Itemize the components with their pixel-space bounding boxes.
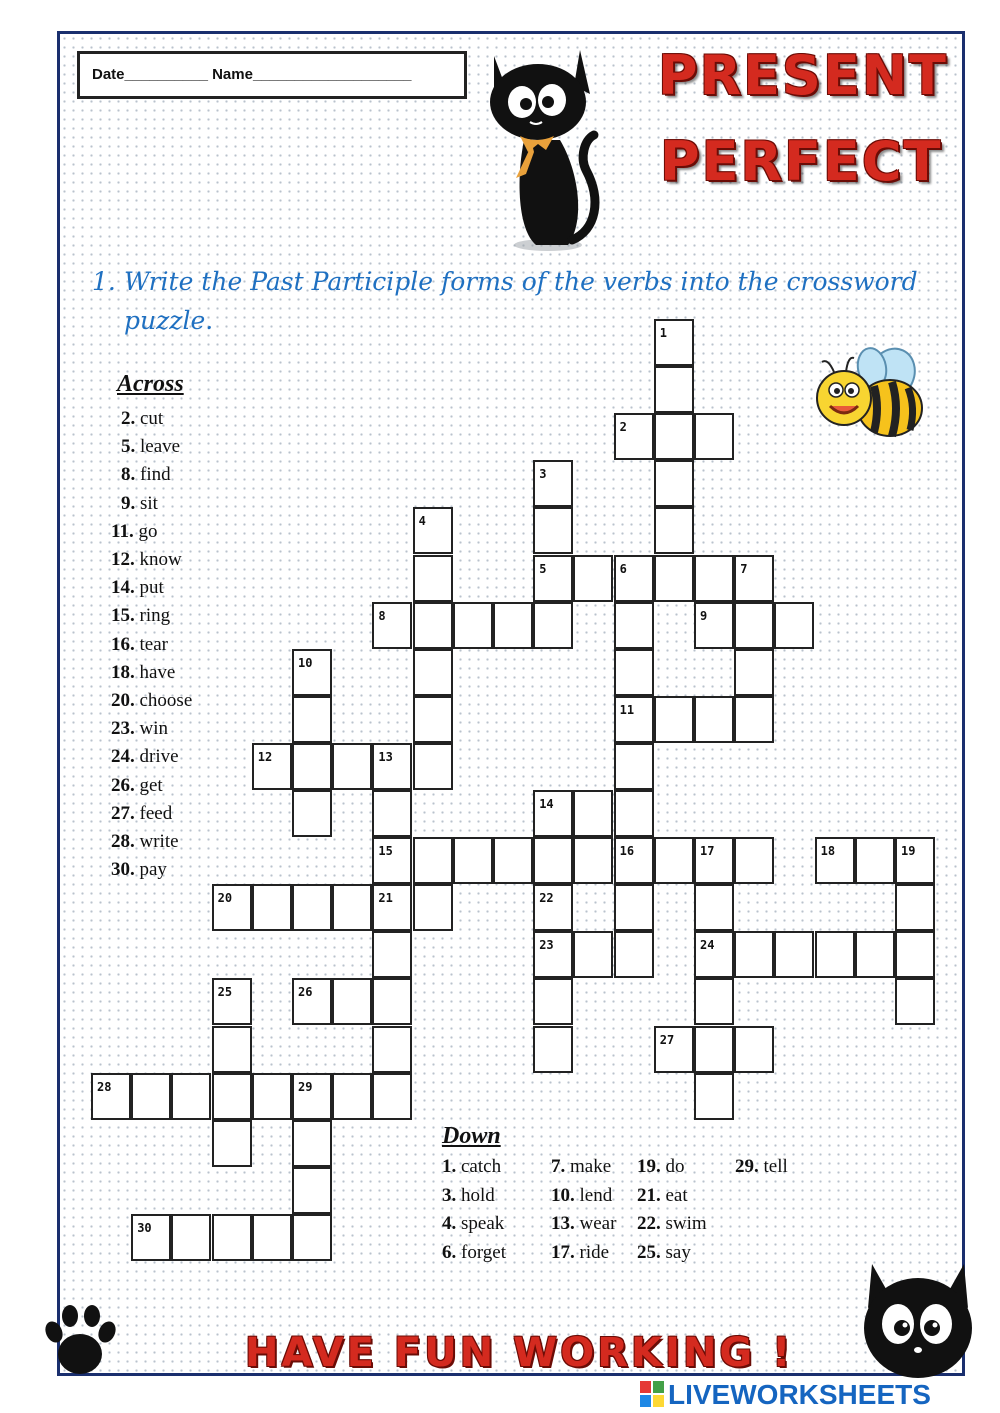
crossword-cell[interactable] bbox=[654, 366, 694, 413]
down-clue bbox=[551, 1185, 612, 1207]
liveworksheets-logo-icon bbox=[640, 1381, 664, 1407]
crossword-cell[interactable] bbox=[413, 649, 453, 696]
down-heading: Down bbox=[442, 1123, 501, 1149]
crossword-cell[interactable] bbox=[694, 602, 734, 649]
clue-verb: drive bbox=[134, 746, 179, 768]
crossword-cell[interactable] bbox=[815, 931, 855, 978]
clue-verb: hold bbox=[456, 1184, 495, 1206]
crossword-cell[interactable] bbox=[734, 1026, 774, 1073]
crossword-cell[interactable] bbox=[131, 1073, 171, 1120]
paw-print-icon bbox=[40, 1298, 120, 1380]
clue-number: 28. bbox=[111, 831, 135, 852]
clue-number: 10. bbox=[551, 1184, 575, 1206]
clue-verb: say bbox=[660, 1241, 691, 1263]
crossword-cell[interactable] bbox=[252, 884, 292, 931]
down-clue bbox=[442, 1242, 506, 1264]
crossword-cell[interactable] bbox=[895, 931, 935, 978]
cell-number: 21 bbox=[378, 891, 393, 906]
crossword-cell[interactable] bbox=[372, 602, 412, 649]
crossword-cell[interactable] bbox=[453, 837, 493, 884]
crossword-cell[interactable] bbox=[212, 884, 252, 931]
crossword-cell[interactable] bbox=[533, 555, 573, 602]
crossword-cell[interactable] bbox=[252, 743, 292, 790]
clue-verb: pay bbox=[134, 859, 167, 881]
clue-number: 1. bbox=[442, 1156, 457, 1177]
clue-verb: choose bbox=[134, 690, 193, 711]
across-clue bbox=[111, 634, 168, 656]
clue-number: 2. bbox=[121, 408, 136, 429]
crossword-cell[interactable] bbox=[212, 1214, 252, 1261]
clue-verb: sit bbox=[135, 492, 158, 514]
crossword-cell[interactable] bbox=[533, 884, 573, 931]
crossword-cell[interactable] bbox=[212, 1073, 252, 1120]
clue-number: 21. bbox=[637, 1184, 661, 1206]
cell-number: 24 bbox=[700, 938, 715, 953]
across-clue bbox=[111, 577, 164, 599]
clue-number: 30. bbox=[111, 859, 135, 881]
cell-number: 2 bbox=[619, 420, 627, 435]
crossword-cell[interactable] bbox=[292, 978, 332, 1025]
crossword-cell[interactable] bbox=[372, 884, 412, 931]
clue-number: 25. bbox=[637, 1241, 661, 1263]
cell-number: 26 bbox=[298, 985, 313, 1000]
instruction-text-line2: puzzle. bbox=[124, 306, 214, 335]
crossword-cell[interactable] bbox=[252, 1073, 292, 1120]
clue-number: 3. bbox=[442, 1184, 457, 1206]
crossword-cell[interactable] bbox=[413, 743, 453, 790]
clue-verb: lend bbox=[574, 1184, 613, 1206]
clue-verb: speak bbox=[456, 1213, 505, 1234]
across-clue bbox=[111, 775, 163, 797]
across-clue bbox=[111, 662, 175, 684]
crossword-cell[interactable] bbox=[533, 460, 573, 507]
cat-face-illustration bbox=[860, 1258, 976, 1386]
clue-verb: ride bbox=[574, 1241, 610, 1263]
crossword-cell[interactable] bbox=[654, 319, 694, 366]
clue-number: 29. bbox=[735, 1156, 759, 1177]
crossword-cell[interactable] bbox=[493, 602, 533, 649]
crossword-cell[interactable] bbox=[131, 1214, 171, 1261]
crossword-cell[interactable] bbox=[292, 696, 332, 743]
crossword-cell[interactable] bbox=[413, 837, 453, 884]
crossword-cell[interactable] bbox=[91, 1073, 131, 1120]
cell-number: 15 bbox=[378, 844, 393, 859]
clue-verb: ring bbox=[134, 605, 171, 627]
cell-number: 30 bbox=[137, 1220, 152, 1235]
crossword-cell[interactable] bbox=[614, 931, 654, 978]
clue-number: 15. bbox=[111, 605, 135, 627]
crossword-cell[interactable] bbox=[413, 507, 453, 554]
crossword-cell[interactable] bbox=[372, 743, 412, 790]
crossword-cell[interactable] bbox=[614, 555, 654, 602]
crossword-cell[interactable] bbox=[533, 931, 573, 978]
crossword-cell[interactable] bbox=[212, 1026, 252, 1073]
across-clue bbox=[111, 803, 172, 825]
crossword-cell[interactable] bbox=[372, 1026, 412, 1073]
crossword-cell[interactable] bbox=[654, 460, 694, 507]
cell-number: 14 bbox=[539, 797, 554, 811]
clue-number: 20. bbox=[111, 690, 135, 711]
down-clue bbox=[637, 1185, 688, 1207]
crossword-cell[interactable] bbox=[694, 884, 734, 931]
across-clue bbox=[121, 464, 171, 486]
clue-verb: make bbox=[565, 1156, 612, 1177]
clue-verb: forget bbox=[456, 1241, 507, 1263]
clue-number: 24. bbox=[111, 746, 135, 768]
clue-verb: know bbox=[134, 549, 182, 570]
clue-number: 27. bbox=[111, 802, 135, 824]
cell-number: 1 bbox=[659, 326, 668, 340]
crossword-cell[interactable] bbox=[493, 837, 533, 884]
clue-verb: tear bbox=[134, 633, 168, 655]
crossword-cell[interactable] bbox=[654, 1026, 694, 1073]
clue-number: 12. bbox=[111, 549, 135, 570]
crossword-cell[interactable] bbox=[292, 790, 332, 837]
cell-number: 17 bbox=[700, 844, 715, 859]
clue-verb: win bbox=[134, 718, 168, 740]
clue-number: 17. bbox=[551, 1241, 575, 1263]
title-perfect: PERFECT bbox=[660, 130, 943, 193]
cell-number: 8 bbox=[378, 608, 386, 623]
crossword-cell[interactable] bbox=[332, 884, 372, 931]
across-clue bbox=[111, 549, 182, 571]
cell-number: 27 bbox=[659, 1032, 675, 1047]
cell-number: 4 bbox=[418, 514, 426, 529]
crossword-cell[interactable] bbox=[855, 931, 895, 978]
instruction-text: Write the Past Participle forms of the verbs into the crossword bbox=[124, 267, 918, 296]
crossword-cell[interactable] bbox=[413, 696, 453, 743]
crossword-cell[interactable] bbox=[453, 602, 493, 649]
crossword-cell[interactable] bbox=[372, 790, 412, 837]
down-clue bbox=[735, 1156, 788, 1178]
down-clue bbox=[551, 1242, 609, 1264]
clue-verb: catch bbox=[456, 1156, 502, 1177]
cell-number: 6 bbox=[619, 561, 627, 576]
crossword-cell[interactable] bbox=[212, 978, 252, 1025]
crossword-cell[interactable] bbox=[774, 931, 814, 978]
instruction bbox=[92, 262, 932, 340]
date-name-box[interactable]: Date__________ Name___________________ bbox=[77, 51, 467, 99]
crossword-cell[interactable] bbox=[292, 1214, 332, 1261]
crossword-cell[interactable] bbox=[573, 555, 613, 602]
clue-verb: wear bbox=[574, 1213, 617, 1234]
across-clue bbox=[111, 746, 179, 768]
crossword-cell[interactable] bbox=[533, 507, 573, 554]
bee-illustration bbox=[814, 344, 928, 444]
cell-number: 13 bbox=[378, 749, 393, 764]
crossword-cell[interactable] bbox=[734, 931, 774, 978]
clue-verb: go bbox=[133, 520, 158, 542]
clue-verb: tell bbox=[758, 1156, 788, 1177]
across-clue bbox=[111, 859, 167, 881]
down-clue bbox=[637, 1213, 707, 1235]
crossword-cell[interactable] bbox=[614, 743, 654, 790]
crossword-cell[interactable] bbox=[332, 743, 372, 790]
clue-verb: eat bbox=[660, 1184, 688, 1206]
clue-verb: leave bbox=[135, 436, 181, 458]
crossword-cell[interactable] bbox=[614, 602, 654, 649]
crossword-cell[interactable] bbox=[292, 743, 332, 790]
clue-number: 9. bbox=[121, 492, 136, 514]
clue-number: 26. bbox=[111, 774, 135, 796]
cell-number: 19 bbox=[901, 844, 916, 859]
down-clue bbox=[551, 1156, 611, 1178]
clue-number: 5. bbox=[121, 436, 136, 458]
clue-verb: have bbox=[134, 661, 176, 683]
crossword-cell[interactable] bbox=[895, 837, 935, 884]
crossword-cell[interactable] bbox=[774, 602, 814, 649]
crossword-cell[interactable] bbox=[372, 837, 412, 884]
crossword-cell[interactable] bbox=[573, 837, 613, 884]
cell-number: 12 bbox=[257, 749, 273, 764]
across-clue bbox=[111, 690, 192, 712]
crossword-cell[interactable] bbox=[694, 931, 734, 978]
cell-number: 9 bbox=[700, 608, 708, 623]
cell-number: 18 bbox=[820, 844, 836, 859]
across-clue bbox=[111, 605, 170, 627]
crossword-cell[interactable] bbox=[654, 555, 694, 602]
down-clue bbox=[442, 1213, 504, 1235]
crossword-cell[interactable] bbox=[533, 790, 573, 837]
clue-number: 14. bbox=[111, 577, 135, 599]
crossword-cell[interactable] bbox=[292, 1120, 332, 1167]
clue-number: 16. bbox=[111, 633, 135, 655]
cell-number: 11 bbox=[619, 702, 635, 717]
cell-number: 22 bbox=[539, 891, 554, 906]
cell-number: 7 bbox=[740, 561, 748, 576]
crossword-cell[interactable] bbox=[573, 931, 613, 978]
crossword-cell[interactable] bbox=[895, 978, 935, 1025]
clue-verb: write bbox=[134, 831, 179, 852]
crossword-cell[interactable] bbox=[292, 1073, 332, 1120]
cell-number: 20 bbox=[217, 891, 233, 906]
crossword-cell[interactable] bbox=[694, 1026, 734, 1073]
crossword-cell[interactable] bbox=[533, 978, 573, 1025]
down-clue bbox=[442, 1185, 495, 1207]
crossword-cell[interactable] bbox=[614, 413, 654, 460]
crossword-cell[interactable] bbox=[332, 978, 372, 1025]
across-clue bbox=[111, 718, 168, 740]
crossword-cell[interactable] bbox=[413, 884, 453, 931]
cell-number: 29 bbox=[298, 1079, 313, 1094]
crossword-cell[interactable] bbox=[292, 884, 332, 931]
clue-verb: put bbox=[134, 577, 164, 599]
crossword-cell[interactable] bbox=[734, 602, 774, 649]
crossword-cell[interactable] bbox=[171, 1073, 211, 1120]
crossword-cell[interactable] bbox=[372, 978, 412, 1025]
crossword-cell[interactable] bbox=[614, 649, 654, 696]
crossword-cell[interactable] bbox=[533, 837, 573, 884]
clue-number: 4. bbox=[442, 1213, 457, 1234]
clue-number: 7. bbox=[551, 1156, 566, 1177]
across-clue bbox=[111, 521, 157, 543]
crossword-cell[interactable] bbox=[614, 837, 654, 884]
down-clue bbox=[551, 1213, 616, 1235]
crossword-cell[interactable] bbox=[694, 837, 734, 884]
crossword-cell[interactable] bbox=[533, 602, 573, 649]
cell-number: 23 bbox=[539, 938, 554, 953]
crossword-cell[interactable] bbox=[734, 696, 774, 743]
crossword-cell[interactable] bbox=[694, 696, 734, 743]
across-clue bbox=[111, 831, 179, 853]
title-present: PRESENT bbox=[658, 44, 948, 107]
clue-verb: find bbox=[135, 464, 171, 486]
crossword-cell[interactable] bbox=[614, 884, 654, 931]
crossword-cell[interactable] bbox=[855, 837, 895, 884]
crossword-cell[interactable] bbox=[413, 555, 453, 602]
crossword-cell[interactable] bbox=[171, 1214, 211, 1261]
crossword-cell[interactable] bbox=[614, 790, 654, 837]
crossword-cell[interactable] bbox=[654, 413, 694, 460]
cat-illustration bbox=[476, 40, 616, 255]
clue-number: 6. bbox=[442, 1241, 457, 1263]
clue-number: 13. bbox=[551, 1213, 575, 1234]
down-clue bbox=[637, 1242, 691, 1264]
cell-number: 3 bbox=[539, 467, 547, 482]
across-heading: Across bbox=[117, 371, 184, 397]
crossword-cell[interactable] bbox=[734, 555, 774, 602]
across-clue bbox=[121, 493, 158, 515]
crossword-cell[interactable] bbox=[734, 837, 774, 884]
crossword-cell[interactable] bbox=[372, 1073, 412, 1120]
cell-number: 5 bbox=[539, 561, 547, 576]
down-clue bbox=[442, 1156, 501, 1178]
cell-number: 25 bbox=[217, 985, 233, 1000]
crossword-cell[interactable] bbox=[815, 837, 855, 884]
crossword-cell[interactable] bbox=[694, 978, 734, 1025]
instruction-number: 1. bbox=[92, 267, 116, 296]
across-clue bbox=[121, 436, 180, 458]
crossword-cell[interactable] bbox=[292, 1167, 332, 1214]
crossword-cell[interactable] bbox=[654, 696, 694, 743]
crossword-cell[interactable] bbox=[895, 884, 935, 931]
clue-verb: feed bbox=[134, 802, 173, 824]
clue-number: 8. bbox=[121, 464, 136, 486]
clue-verb: cut bbox=[135, 408, 164, 429]
crossword-cell[interactable] bbox=[654, 507, 694, 554]
crossword-cell[interactable] bbox=[413, 602, 453, 649]
clue-number: 11. bbox=[111, 520, 134, 542]
crossword-cell[interactable] bbox=[533, 1026, 573, 1073]
cell-number: 28 bbox=[97, 1079, 112, 1094]
crossword-cell[interactable] bbox=[372, 931, 412, 978]
clue-number: 19. bbox=[637, 1156, 661, 1177]
clue-verb: do bbox=[660, 1156, 685, 1177]
crossword-cell[interactable] bbox=[654, 837, 694, 884]
clue-number: 18. bbox=[111, 661, 135, 683]
footer-message: HAVE FUN WORKING ! bbox=[245, 1330, 794, 1376]
crossword-cell[interactable] bbox=[694, 555, 734, 602]
crossword-cell[interactable] bbox=[573, 790, 613, 837]
clue-verb: get bbox=[134, 774, 163, 796]
crossword-cell[interactable] bbox=[212, 1120, 252, 1167]
down-clue bbox=[637, 1156, 685, 1178]
cell-number: 16 bbox=[619, 844, 635, 859]
crossword-cell[interactable] bbox=[292, 649, 332, 696]
crossword-cell[interactable] bbox=[694, 413, 734, 460]
brand-logo: LIVEWORKSHEETS bbox=[668, 1379, 931, 1410]
crossword-cell[interactable] bbox=[694, 1073, 734, 1120]
clue-number: 22. bbox=[637, 1213, 661, 1234]
crossword-cell[interactable] bbox=[734, 649, 774, 696]
crossword-cell[interactable] bbox=[614, 696, 654, 743]
crossword-cell[interactable] bbox=[252, 1214, 292, 1261]
crossword-cell[interactable] bbox=[332, 1073, 372, 1120]
clue-verb: swim bbox=[660, 1213, 707, 1234]
across-clue bbox=[121, 408, 163, 430]
clue-number: 23. bbox=[111, 718, 135, 740]
cell-number: 10 bbox=[298, 655, 313, 670]
